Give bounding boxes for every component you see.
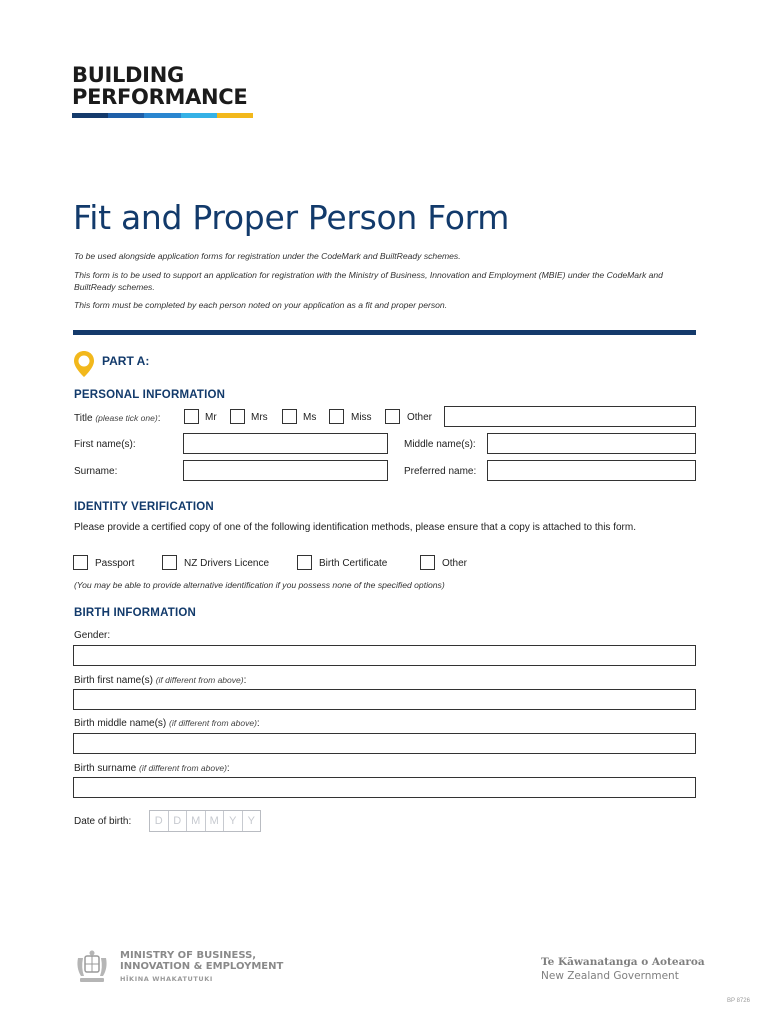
identity-instructions: Please provide a certified copy of one of the following identification methods, please ensure that a copy is attached to this form. <box>74 522 636 533</box>
intro-paragraph-1: To be used alongside application forms for registration under the CodeMark and BuiltReady schemes. <box>74 251 461 261</box>
birth-first-field[interactable] <box>73 689 696 710</box>
birth-middle-label: Birth middle name(s) (if different from above): <box>74 718 260 729</box>
part-a-label: PART A: <box>102 354 150 368</box>
logo <box>72 64 247 108</box>
dob-field[interactable] <box>149 810 261 832</box>
id-other-label: Other <box>442 558 468 569</box>
intro-paragraph-2: This form is to be used to support an application for registration with the Ministry of Business, Innovation and Employment (MBIE) under the CodeMark and BuiltReady schemes. <box>74 270 663 292</box>
birth-surname-hint: (if different from above) <box>139 763 227 773</box>
title-mrs-label: Mrs <box>251 412 268 423</box>
logo-line-1: BUILDING <box>72 63 184 87</box>
title-mr-checkbox[interactable] <box>184 409 199 424</box>
logo-bar-segment <box>181 113 217 118</box>
mbie-line-3: HĪKINA WHAKATUTUKI <box>120 975 213 983</box>
logo-line-2: PERFORMANCE <box>72 85 248 109</box>
title-miss-checkbox[interactable] <box>329 409 344 424</box>
first-names-field[interactable] <box>183 433 388 454</box>
page-title: Fit and Proper Person Form <box>73 198 510 237</box>
mbie-line-1: MINISTRY OF BUSINESS, <box>120 950 257 961</box>
birth-surname-field[interactable] <box>73 777 696 798</box>
birth-middle-label-text: Birth middle name(s) <box>74 718 167 729</box>
identity-heading: IDENTITY VERIFICATION <box>74 501 214 513</box>
title-miss-label: Miss <box>351 412 372 423</box>
dob-year-1[interactable]: Y <box>224 811 243 831</box>
surname-label: Surname: <box>74 466 118 477</box>
middle-names-label: Middle name(s): <box>404 439 476 450</box>
passport-checkbox[interactable] <box>73 555 88 570</box>
nz-government-logo <box>541 956 705 982</box>
birth-middle-field[interactable] <box>73 733 696 754</box>
birth-first-hint: (if different from above) <box>155 675 244 685</box>
location-pin-icon <box>73 350 95 378</box>
section-divider <box>73 330 696 335</box>
middle-names-field[interactable] <box>487 433 696 454</box>
gender-field[interactable] <box>73 645 696 666</box>
dob-day-2[interactable]: D <box>169 811 188 831</box>
nzg-line-1: Te Kāwanatanga o Aotearoa <box>541 956 705 968</box>
birth-certificate-checkbox[interactable] <box>297 555 312 570</box>
mbie-logo <box>72 950 283 986</box>
title-ms-label: Ms <box>303 412 317 423</box>
mbie-text <box>120 950 283 985</box>
birth-first-label-text: Birth first name(s) <box>74 675 153 686</box>
preferred-name-label: Preferred name: <box>404 466 477 477</box>
title-mrs-checkbox[interactable] <box>230 409 245 424</box>
birth-surname-label: Birth surname (if different from above): <box>74 763 230 774</box>
title-mr-label: Mr <box>205 412 217 423</box>
preferred-name-field[interactable] <box>487 460 696 481</box>
identity-note: (You may be able to provide alternative identification if you possess none of the specified options) <box>74 580 445 590</box>
drivers-licence-checkbox[interactable] <box>162 555 177 570</box>
title-other-checkbox[interactable] <box>385 409 400 424</box>
gender-label: Gender: <box>74 630 111 641</box>
passport-label: Passport <box>95 558 135 569</box>
id-other-checkbox[interactable] <box>420 555 435 570</box>
birth-certificate-label: Birth Certificate <box>319 558 388 569</box>
birth-info-heading: BIRTH INFORMATION <box>74 607 197 619</box>
title-label: Title (please tick one): <box>74 413 161 424</box>
birth-surname-label-text: Birth surname <box>74 763 137 774</box>
logo-bar-segment <box>72 113 108 118</box>
first-names-label: First name(s): <box>74 439 136 450</box>
coat-of-arms-icon <box>72 950 112 986</box>
title-hint: (please tick one) <box>95 413 158 423</box>
drivers-licence-label: NZ Drivers Licence <box>184 558 270 569</box>
dob-month-1[interactable]: M <box>187 811 206 831</box>
logo-bar-segment <box>108 113 144 118</box>
logo-bar-segment <box>217 113 253 118</box>
surname-field[interactable] <box>183 460 388 481</box>
personal-info-heading: PERSONAL INFORMATION <box>74 389 226 401</box>
title-ms-checkbox[interactable] <box>282 409 297 424</box>
dob-label: Date of birth: <box>74 816 132 827</box>
dob-day-1[interactable]: D <box>150 811 169 831</box>
dob-year-2[interactable]: Y <box>247 815 255 827</box>
birth-first-label: Birth first name(s) (if different from above): <box>74 675 247 686</box>
intro-paragraph-3: This form must be completed by each person noted on your application as a fit and proper person. <box>74 300 448 310</box>
title-label-text: Title <box>74 413 93 424</box>
logo-color-bar <box>72 113 253 118</box>
logo-bar-segment <box>144 113 180 118</box>
nzg-line-2: New Zealand Government <box>541 970 679 982</box>
form-code: BP 8726 <box>727 998 750 1004</box>
mbie-line-2: INNOVATION & EMPLOYMENT <box>120 961 284 972</box>
title-other-label: Other <box>407 412 433 423</box>
title-other-field[interactable] <box>444 406 696 427</box>
dob-month-2[interactable]: M <box>206 811 225 831</box>
birth-middle-hint: (if different from above) <box>169 718 257 728</box>
